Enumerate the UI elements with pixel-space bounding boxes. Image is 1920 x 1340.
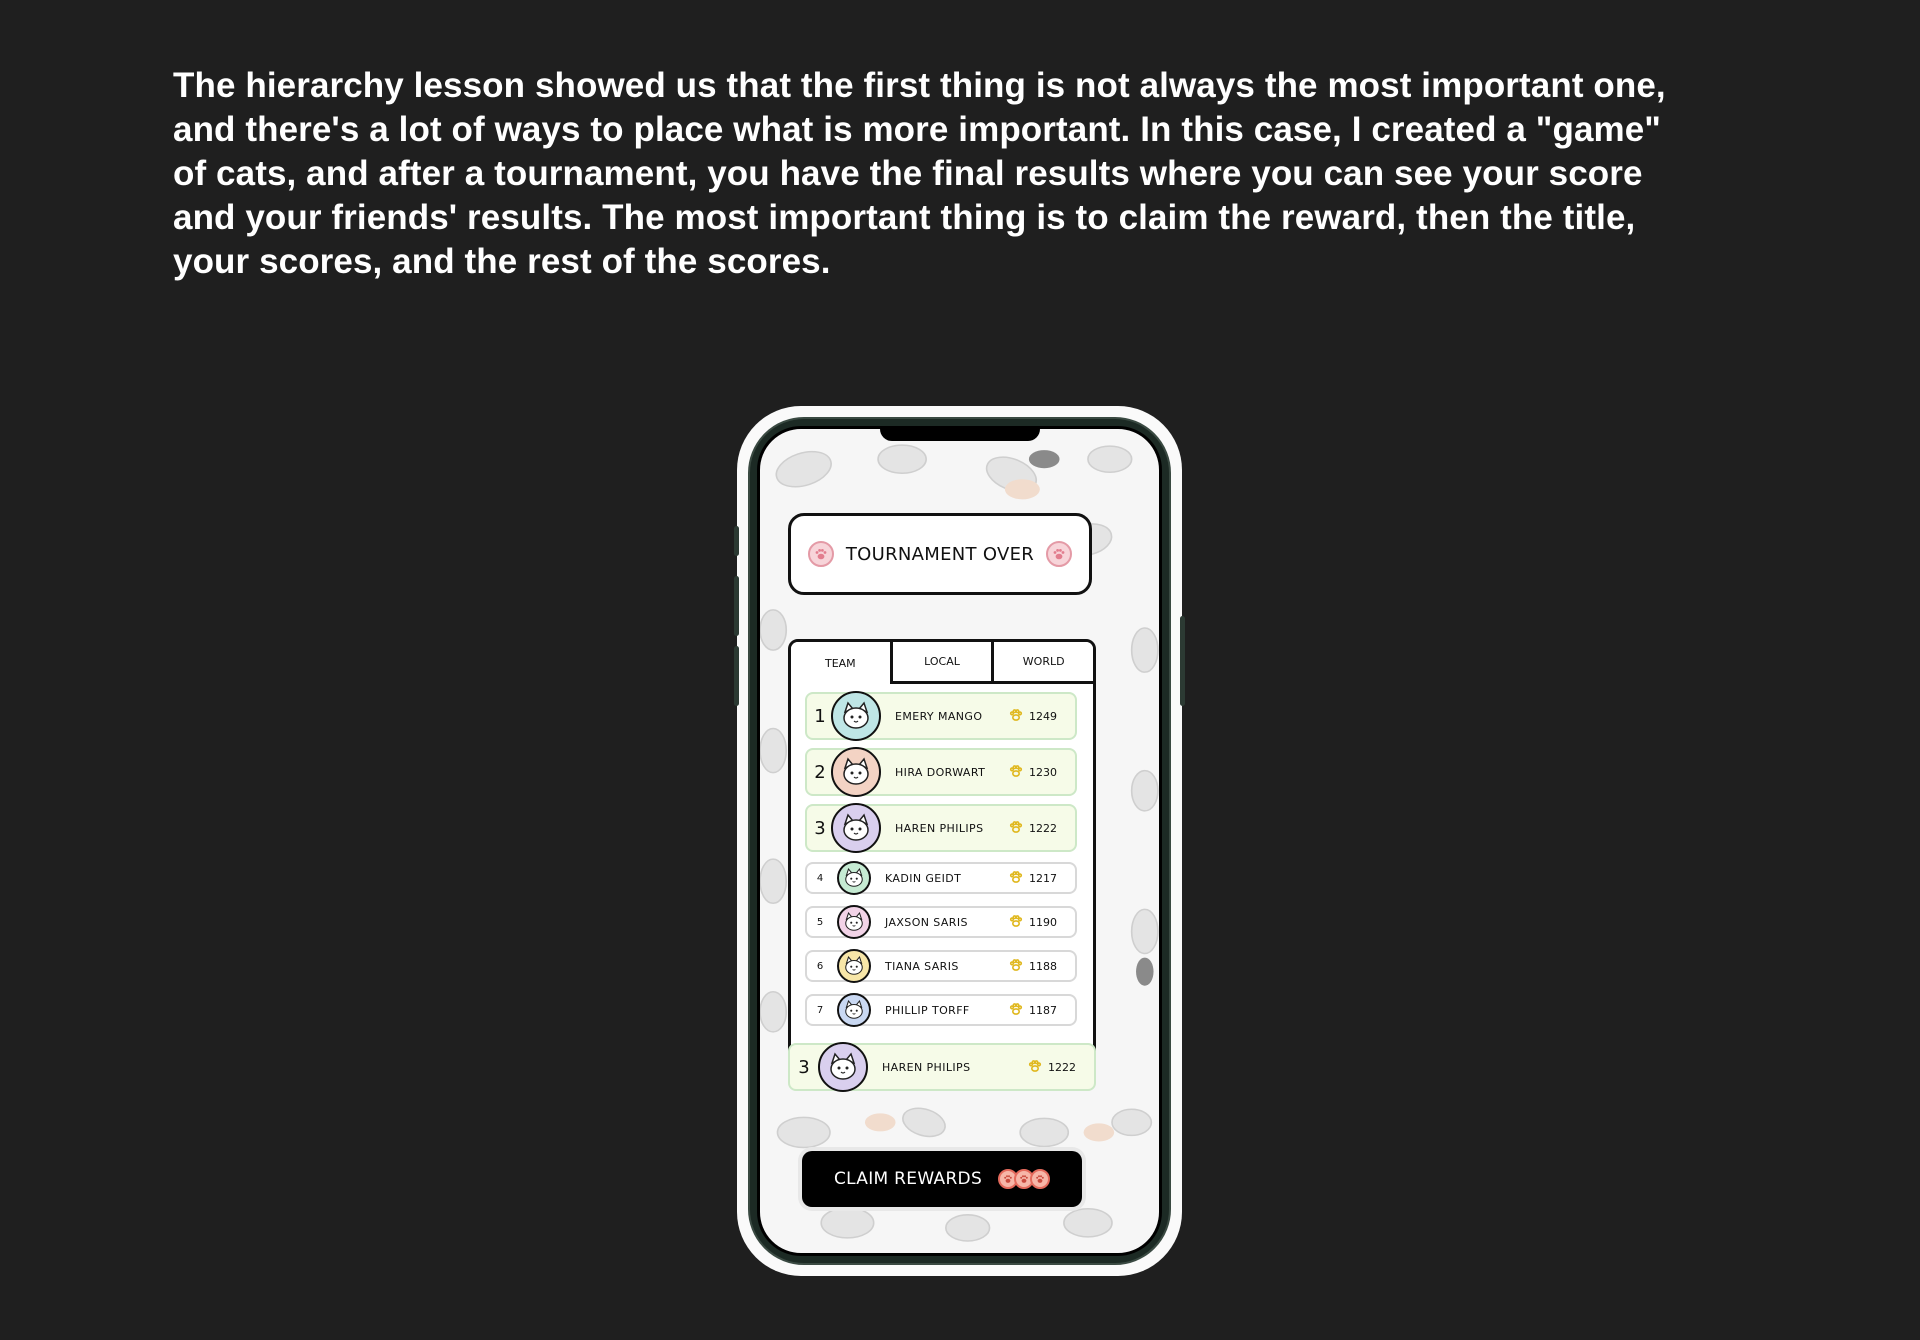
intro-line: and your friends' results. The most important thing is to claim the reward, then the title, <box>173 198 1636 237</box>
phone-notch <box>880 429 1040 441</box>
reward-coins <box>1002 1169 1050 1189</box>
cat-avatar-icon <box>818 1042 868 1092</box>
intro-line: of cats, and after a tournament, you have the final results where you can see your score <box>173 154 1643 193</box>
leaderboard-row <box>805 950 1077 982</box>
phone-side-button <box>1180 616 1185 706</box>
phone-side-button <box>734 576 739 636</box>
reward-coin-icon <box>1030 1169 1050 1189</box>
paw-score-icon <box>1009 764 1023 781</box>
player-score-value: 1230 <box>1029 765 1057 779</box>
tab-team[interactable]: TEAM <box>791 642 890 684</box>
leaderboard-tabs <box>791 642 1093 684</box>
player-name: JAXSON SARIS <box>885 915 968 929</box>
player-score-value: 1217 <box>1029 871 1057 885</box>
player-rank: 2 <box>814 761 826 783</box>
intro-line: and there's a lot of ways to place what is more important. In this case, I created a "game" <box>173 110 1661 149</box>
cat-avatar-icon <box>831 747 881 797</box>
cat-avatar-icon <box>837 949 871 983</box>
tab-world[interactable]: WORLD <box>991 642 1093 684</box>
leaderboard-row <box>805 994 1077 1026</box>
player-rank: 5 <box>816 916 824 928</box>
player-score-value: 1249 <box>1029 709 1057 723</box>
player-score <box>1009 870 1075 887</box>
intro-text <box>173 64 1773 284</box>
player-name: TIANA SARIS <box>885 959 959 973</box>
cat-avatar-icon <box>837 861 871 895</box>
paw-score-icon <box>1009 958 1023 975</box>
leaderboard-row <box>805 862 1077 894</box>
leaderboard-row <box>805 748 1077 796</box>
my-result-row <box>788 1043 1096 1091</box>
my-score <box>1028 1059 1094 1076</box>
my-player-name: HAREN PHILIPS <box>882 1060 971 1074</box>
leaderboard-row <box>805 692 1077 740</box>
player-score <box>1009 914 1075 931</box>
paw-icon <box>808 541 834 567</box>
claim-rewards-label: CLAIM REWARDS <box>833 1169 983 1189</box>
player-rank: 6 <box>816 960 824 972</box>
title-card <box>788 513 1092 595</box>
paw-score-icon <box>1009 870 1023 887</box>
page-title: TOURNAMENT OVER <box>845 543 1035 565</box>
player-name: HIRA DORWART <box>895 765 986 779</box>
player-score <box>1009 764 1075 781</box>
paw-score-icon <box>1009 820 1023 837</box>
player-name: PHILLIP TORFF <box>885 1003 970 1017</box>
phone-mockup <box>737 406 1182 1276</box>
player-score <box>1009 708 1075 725</box>
player-score-value: 1222 <box>1029 821 1057 835</box>
paw-score-icon <box>1009 708 1023 725</box>
player-rank: 7 <box>816 1004 824 1016</box>
player-name: HAREN PHILIPS <box>895 821 984 835</box>
leaderboard-row <box>805 804 1077 852</box>
claim-rewards-button[interactable] <box>802 1151 1082 1207</box>
paw-score-icon <box>1009 1002 1023 1019</box>
cat-avatar-icon <box>837 905 871 939</box>
player-score <box>1009 1002 1075 1019</box>
intro-line: The hierarchy lesson showed us that the first thing is not always the most important one, <box>173 66 1666 105</box>
player-rank: 3 <box>814 817 826 839</box>
tab-local[interactable]: LOCAL <box>890 642 992 684</box>
leaderboard-row <box>805 906 1077 938</box>
leaderboard-panel <box>788 639 1096 1069</box>
app-screen <box>757 426 1162 1256</box>
player-score <box>1009 958 1075 975</box>
player-score-value: 1188 <box>1029 959 1057 973</box>
player-score <box>1009 820 1075 837</box>
player-name: KADIN GEIDT <box>885 871 962 885</box>
paw-score-icon <box>1009 914 1023 931</box>
player-score-value: 1190 <box>1029 915 1057 929</box>
player-name: EMERY MANGO <box>895 709 983 723</box>
phone-side-button <box>734 526 739 556</box>
phone-side-button <box>734 646 739 706</box>
my-score-value: 1222 <box>1048 1060 1076 1074</box>
player-rank: 4 <box>816 872 824 884</box>
player-score-value: 1187 <box>1029 1003 1057 1017</box>
cat-avatar-icon <box>837 993 871 1027</box>
intro-line: your scores, and the rest of the scores. <box>173 242 831 281</box>
paw-icon <box>1046 541 1072 567</box>
paw-score-icon <box>1028 1059 1042 1076</box>
player-rank: 1 <box>814 705 826 727</box>
cat-avatar-icon <box>831 803 881 853</box>
cat-avatar-icon <box>831 691 881 741</box>
my-rank: 3 <box>798 1056 810 1078</box>
